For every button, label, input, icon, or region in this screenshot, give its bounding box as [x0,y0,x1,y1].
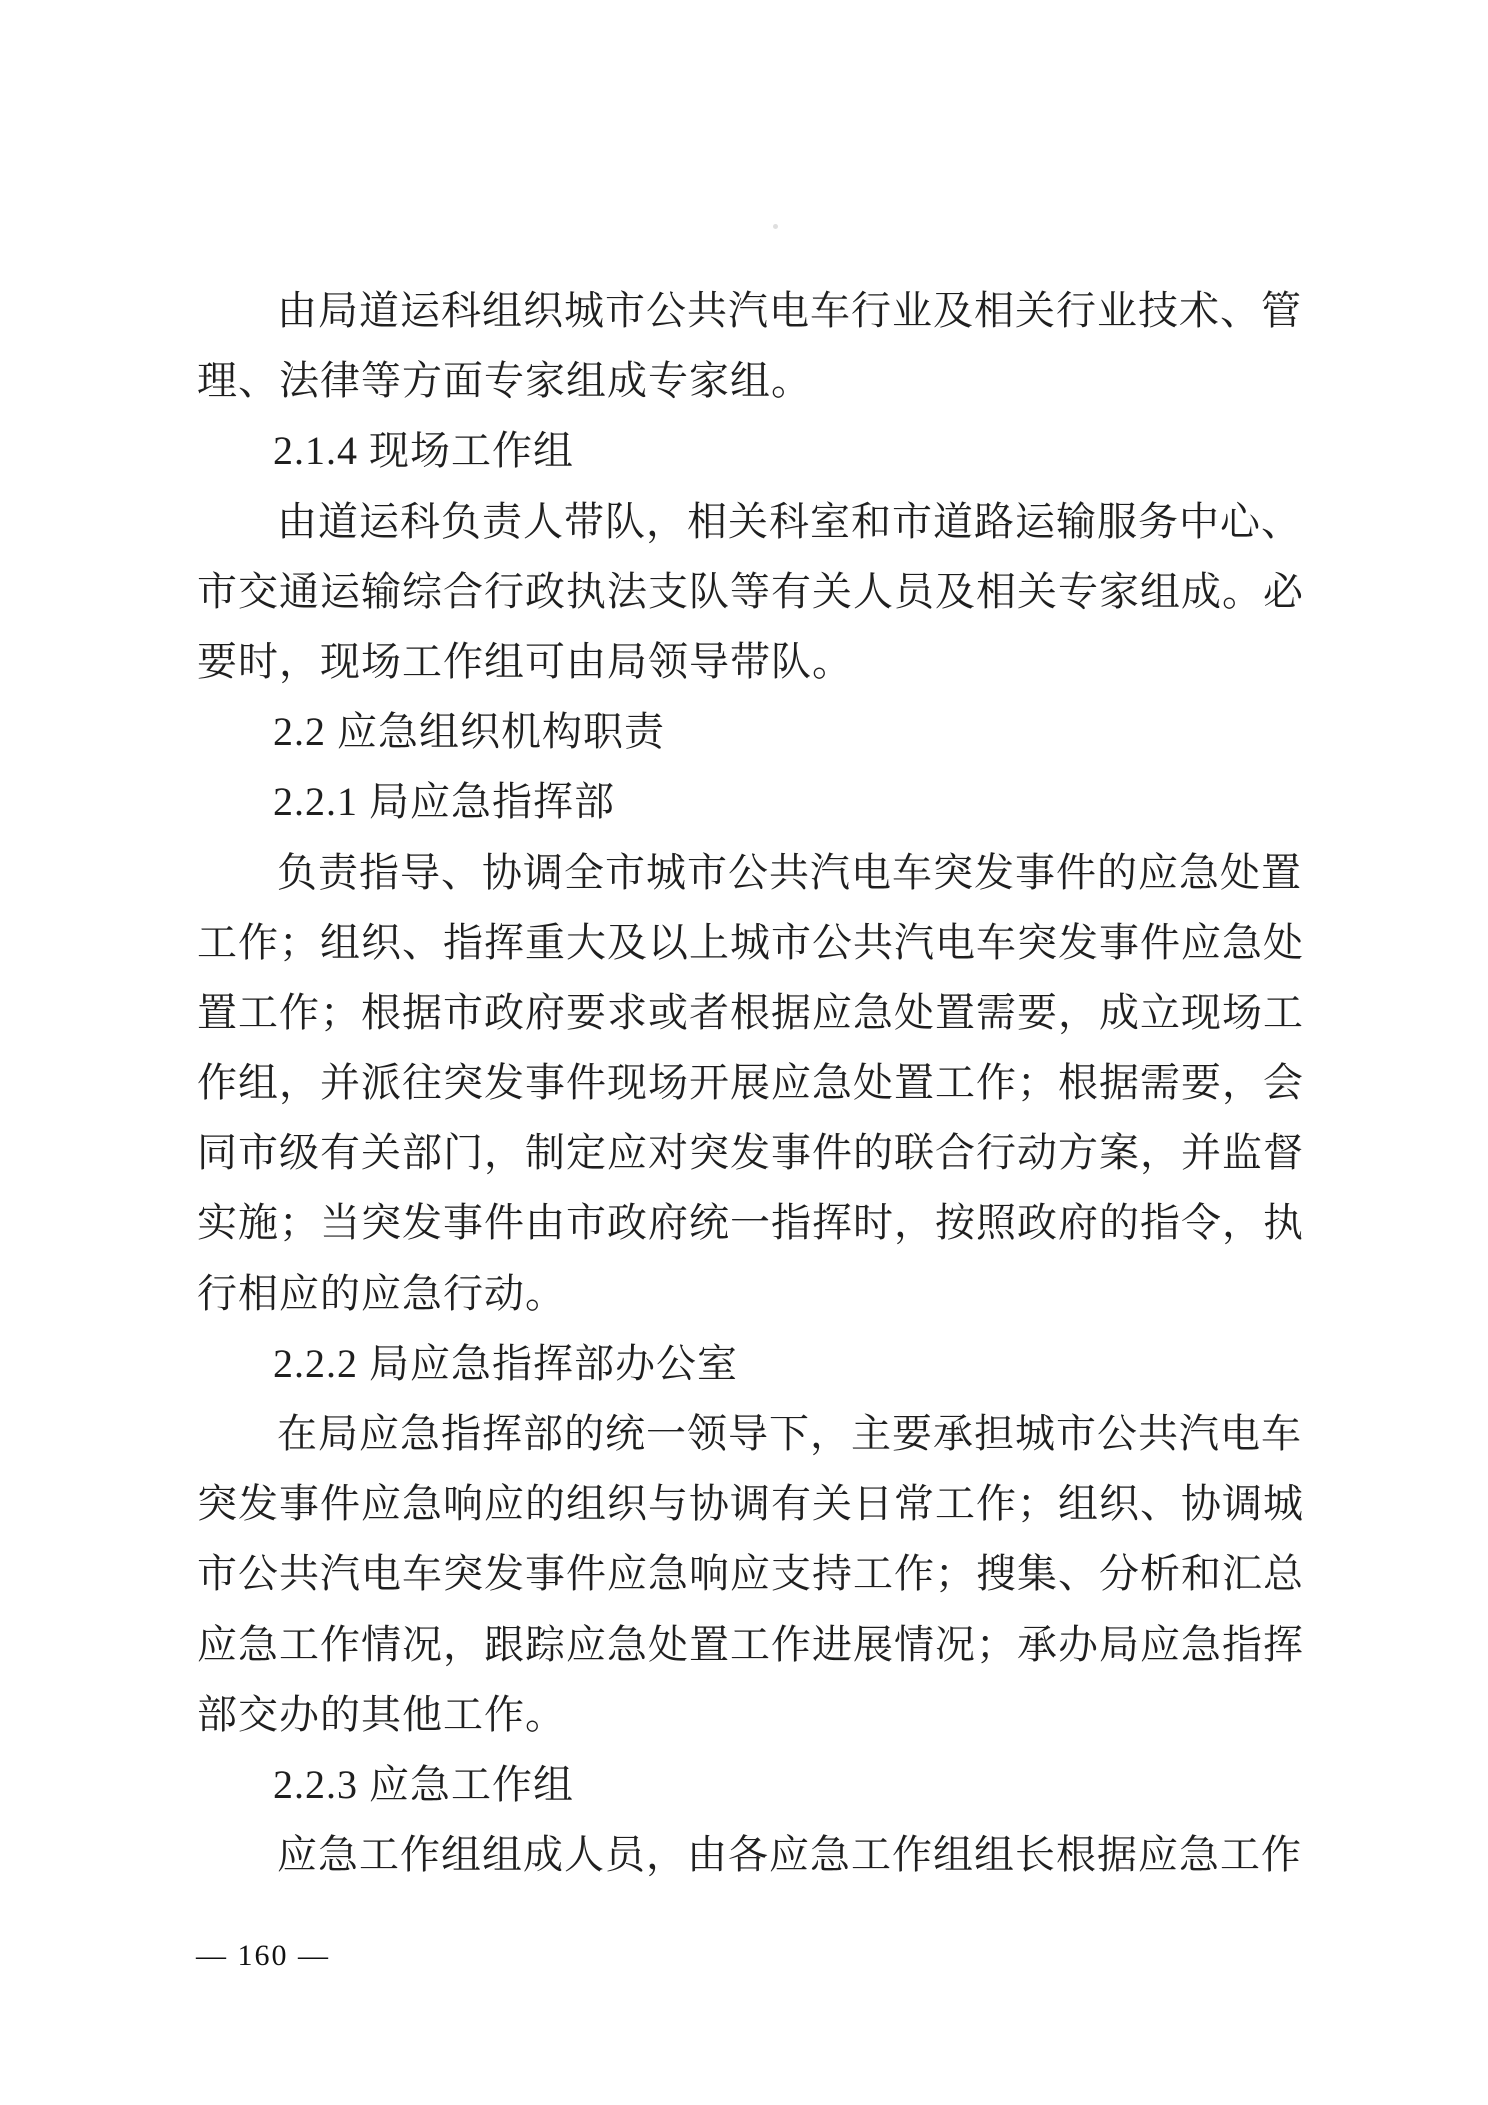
section-heading-2-2-1: 2.2.1 局应急指挥部 [273,779,615,825]
body-line: 作组，并派往突发事件现场开展应急处置工作；根据需要，会 [197,1060,1304,1106]
text-block [197,276,1304,1890]
body-line: 理、法律等方面专家组成专家组。 [197,358,812,404]
section-heading-2-1-4: 2.1.4 现场工作组 [273,428,574,474]
section-heading-2-2: 2.2 应急组织机构职责 [273,709,665,755]
scan-artifact-dot [773,224,778,229]
body-line: 市公共汽电车突发事件应急响应支持工作；搜集、分析和汇总 [197,1551,1304,1597]
body-line: 由道运科负责人带队，相关科室和市道路运输服务中心、 [277,498,1302,544]
body-line: 在局应急指挥部的统一领导下，主要承担城市公共汽电车 [277,1411,1302,1456]
body-line: 要时，现场工作组可由局领导带队。 [197,638,853,684]
section-heading-2-2-2: 2.2.2 局应急指挥部办公室 [273,1340,738,1386]
body-line: 同市级有关部门，制定应对突发事件的联合行动方案，并监督 [197,1130,1304,1176]
body-line: 工作；组织、指挥重大及以上城市公共汽电车突发事件应急处 [197,919,1304,965]
body-line: 应急工作情况，跟踪应急处置工作进展情况；承办局应急指挥 [197,1621,1304,1667]
page-number: — 160 — [196,1939,330,1972]
body-line: 应急工作组组成人员，由各应急工作组组长根据应急工作 [277,1832,1302,1878]
body-line: 由局道运科组织城市公共汽电车行业及相关行业技术、管 [277,288,1302,333]
body-line: 负责指导、协调全市城市公共汽电车突发事件的应急处置 [277,849,1302,895]
section-heading-2-2-3: 2.2.3 应急工作组 [273,1761,574,1807]
body-line: 突发事件应急响应的组织与协调有关日常工作；组织、协调城 [197,1481,1304,1527]
body-line: 置工作；根据市政府要求或者根据应急处置需要，成立现场工 [197,989,1304,1035]
body-line: 市交通运输综合行政执法支队等有关人员及相关专家组成。必 [197,568,1304,614]
body-line: 行相应的应急行动。 [197,1270,566,1316]
body-line: 部交办的其他工作。 [197,1691,566,1737]
body-line: 实施；当突发事件由市政府统一指挥时，按照政府的指令，执 [197,1200,1304,1246]
